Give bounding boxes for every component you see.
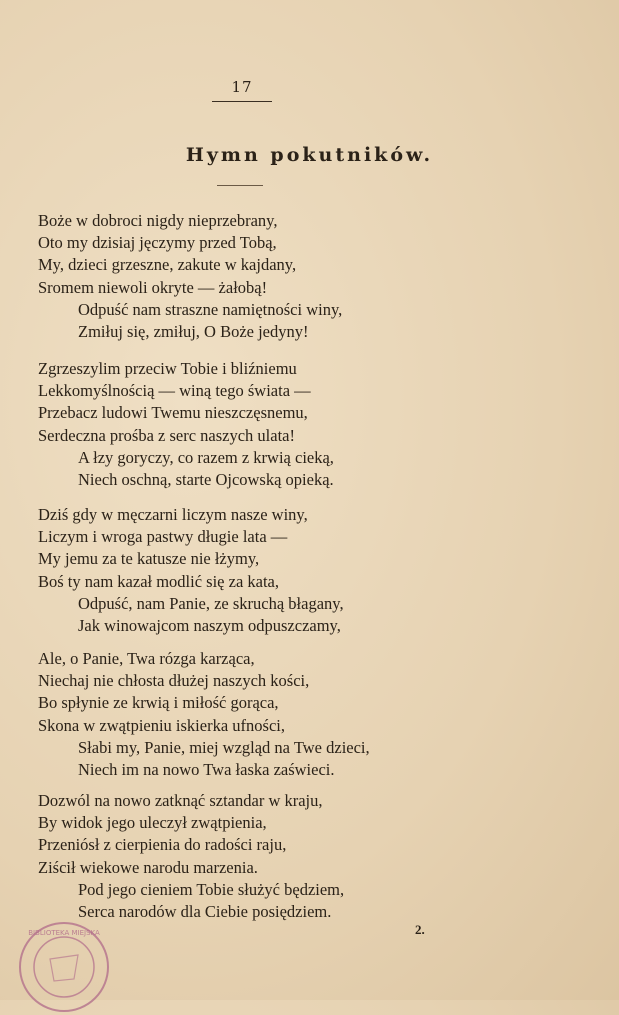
- stanza: [38, 648, 558, 781]
- poem-line: Pod jego cieniem Tobie służyć będziem,: [78, 879, 345, 899]
- poem-line: Bo spłynie ze krwią i miłość gorąca,: [38, 693, 279, 713]
- poem-line: Przeniósł z cierpienia do radości raju,: [38, 835, 287, 855]
- poem-line: Skona w zwątpieniu iskierka ufności,: [38, 715, 285, 735]
- poem-line: Dozwól na nowo zatknąć sztandar w kraju,: [38, 791, 323, 810]
- poem-line: Ale, o Panie, Twa rózga karząca,: [38, 649, 255, 668]
- stamp-text: BIBLIOTEKA MIEJSKA: [28, 929, 100, 937]
- poem-title: Hymn pokutników.: [185, 144, 434, 166]
- poem-line: Jak winowajcom naszym odpuszczamy,: [78, 615, 341, 635]
- poem-line: Liczym i wroga pastwy długie lata —: [38, 527, 288, 547]
- stanza: [38, 790, 558, 923]
- poem-line: Boś ty nam kazał modlić się za kata,: [38, 571, 280, 591]
- page-number: 17: [231, 78, 253, 96]
- poem-line: Odpuść, nam Panie, ze skruchą błagany,: [78, 593, 344, 613]
- poem-line: My jemu za te katusze nie łżymy,: [38, 549, 260, 569]
- poem-line: Zmiłuj się, zmiłuj, O Boże jedyny!: [78, 321, 309, 341]
- title-ornament: [217, 185, 263, 186]
- signature-mark: 2.: [415, 922, 425, 937]
- poem-line: Lekkomyślnością — winą tego świata —: [38, 381, 311, 401]
- poem-line: A łzy goryczy, co razem z krwią cieką,: [78, 447, 334, 467]
- poem-line: Zgrzeszylim przeciw Tobie i bliźniemu: [38, 359, 297, 378]
- poem-line: Dziś gdy w męczarni liczym nasze winy,: [38, 505, 308, 524]
- poem-line: Oto my dzisiaj jęczymy przed Tobą,: [38, 233, 277, 253]
- poem-line: Boże w dobroci nigdy nieprzebrany,: [38, 211, 278, 230]
- poem-line: Odpuść nam straszne namiętności winy,: [78, 299, 343, 319]
- stanza: [38, 504, 558, 637]
- poem-line: Serca narodów dla Ciebie posiędziem.: [78, 901, 332, 921]
- poem-line: Niech oschną, starte Ojcowską opieką.: [78, 469, 334, 489]
- poem-line: Ziścił wiekowe narodu marzenia.: [38, 857, 258, 877]
- poem-line: My, dzieci grzeszne, zakute w kajdany,: [38, 255, 297, 275]
- library-stamp: [10, 915, 118, 1015]
- poem-line: By widok jego uleczył zwątpienia,: [38, 813, 267, 833]
- poem-line: Sromem niewoli okryte — żałobą!: [38, 277, 268, 297]
- poem-line: Niech im na nowo Twa łaska zaświeci.: [78, 759, 335, 779]
- stanza: [38, 358, 558, 491]
- page-number-rule: [212, 101, 272, 102]
- poem-line: Przebacz ludowi Twemu nieszczęsnemu,: [38, 403, 308, 423]
- poem-line: Niechaj nie chłosta dłużej naszych kości,: [38, 671, 310, 691]
- poem-line: Serdeczna prośba z serc naszych ulata!: [38, 425, 295, 445]
- stanza: [38, 210, 558, 343]
- poem-line: Słabi my, Panie, miej wzgląd na Twe dzieci,: [78, 737, 370, 757]
